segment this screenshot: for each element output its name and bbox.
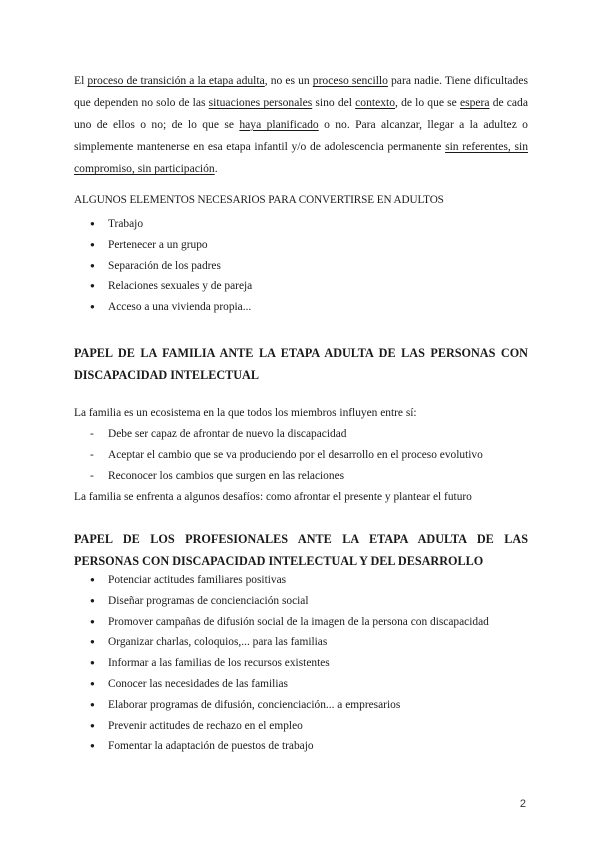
- section-family-title: PAPEL DE LA FAMILIA ANTE LA ETAPA ADULTA DE LAS PERSONAS CON DISCAPACIDAD INTELECTUAL: [74, 346, 528, 382]
- list-item-text: Relaciones sexuales y de pareja: [108, 280, 253, 293]
- list-item-text: Elaborar programas de difusión, concienciación... a empresarios: [108, 698, 401, 711]
- list-item: [90, 736, 489, 757]
- list-item: [90, 695, 489, 716]
- list-item: [90, 632, 489, 653]
- family-closing-text: La familia se enfrenta a algunos desafíos: como afrontar el presente y plantear el futuro: [74, 491, 472, 503]
- underlined-phrase: contexto: [355, 96, 396, 109]
- list-item: [90, 653, 489, 674]
- intro-text-segment: sino del: [312, 96, 356, 109]
- intro-text-segment: , de lo que se: [395, 96, 460, 109]
- bullet-icon: ●: [90, 219, 95, 228]
- list-item: [90, 716, 489, 737]
- list-item: [90, 297, 252, 318]
- bullet-icon: ●: [90, 575, 95, 584]
- bullet-icon: ●: [90, 616, 95, 626]
- intro-paragraph: [74, 70, 528, 180]
- bullet-icon: ●: [90, 658, 95, 668]
- bullet-icon: ●: [90, 720, 95, 730]
- list-item-text: Promover campañas de difusión social de la imagen de la persona con discapacidad: [108, 615, 489, 628]
- bullet-icon: ●: [90, 302, 95, 312]
- underlined-phrase: sin referentes, sin compromiso, sin participación: [74, 140, 528, 175]
- list-item: [90, 445, 483, 466]
- list-item: [90, 612, 489, 633]
- list-item-text: Potenciar actitudes familiares positivas: [108, 574, 287, 586]
- elements-list: [90, 214, 252, 318]
- page-number: 2: [519, 798, 526, 810]
- professionals-list: [90, 570, 489, 757]
- bullet-icon: ●: [90, 637, 95, 647]
- list-item: [90, 235, 252, 256]
- intro-text-segment: .: [214, 162, 218, 175]
- list-item-text: Diseñar programas de concienciación social: [108, 594, 309, 607]
- bullet-icon: ●: [90, 239, 95, 249]
- family-intro-text: La familia es un ecosistema en la que todos los miembros influyen entre sí:: [74, 407, 417, 419]
- list-item: [90, 591, 489, 612]
- dash-icon: -: [90, 449, 94, 461]
- list-item: [90, 674, 489, 695]
- bullet-icon: ●: [90, 260, 95, 270]
- dash-icon: -: [90, 428, 94, 440]
- list-item-text: Conocer las necesidades de las familias: [108, 677, 288, 690]
- section-elements-title: ALGUNOS ELEMENTOS NECESARIOS PARA CONVERTIRSE EN ADULTOS: [74, 194, 444, 206]
- list-item: [90, 276, 252, 297]
- list-item-text: Reconocer los cambios que surgen en las relaciones: [108, 470, 345, 482]
- bullet-icon: ●: [90, 678, 95, 688]
- list-item: [90, 466, 483, 487]
- underlined-phrase: proceso sencillo: [312, 74, 388, 87]
- list-item-text: Fomentar la adaptación de puestos de trabajo: [108, 740, 314, 753]
- dash-icon: -: [90, 470, 94, 482]
- bullet-icon: ●: [90, 741, 95, 751]
- list-item-text: Trabajo: [108, 218, 144, 230]
- bullet-icon: ●: [90, 595, 95, 605]
- list-item: [90, 424, 483, 445]
- intro-text-segment: El: [74, 74, 88, 87]
- underlined-phrase: haya planificado: [239, 118, 319, 131]
- bullet-icon: ●: [90, 699, 95, 709]
- intro-text-segment: de cada uno de ellos o no; de lo que se: [74, 96, 528, 131]
- list-item: [90, 256, 252, 277]
- list-item-text: Acceso a una vivienda propia...: [108, 301, 252, 314]
- list-item-text: Pertenecer a un grupo: [108, 238, 208, 251]
- bullet-icon: ●: [90, 281, 95, 291]
- list-item: [90, 214, 252, 235]
- underlined-phrase: espera: [459, 96, 490, 109]
- list-item-text: Organizar charlas, coloquios,... para las familias: [108, 636, 328, 649]
- list-item-text: Aceptar el cambio que se va produciendo por el desarrollo en el proceso evolutivo: [108, 449, 483, 461]
- family-list: [90, 424, 483, 487]
- underlined-phrase: proceso de transición a la etapa adulta: [87, 74, 265, 87]
- list-item-text: Debe ser capaz de afrontar de nuevo la discapacidad: [108, 428, 347, 440]
- list-item-text: Separación de los padres: [108, 259, 221, 272]
- list-item-text: Informar a las familias de los recursos existentes: [108, 657, 330, 670]
- intro-text-segment: para nadie. Tiene dificultades que dependen no solo de las: [74, 74, 529, 109]
- list-item-text: Prevenir actitudes de rechazo en el empleo: [108, 719, 303, 732]
- underlined-phrase: situaciones personales: [208, 96, 313, 109]
- section-professionals-title: PAPEL DE LOS PROFESIONALES ANTE LA ETAPA ADULTA DE LAS PERSONAS CON DISCAPACIDAD INTELECTUAL Y DEL DESARROLLO: [74, 532, 528, 568]
- list-item: [90, 570, 489, 591]
- intro-text-segment: o no. Para alcanzar, llegar a la adultez o simplemente mantenerse en esa etapa infantil y/o de adolescencia permanente: [74, 118, 528, 153]
- intro-text-segment: , no es un: [264, 74, 313, 87]
